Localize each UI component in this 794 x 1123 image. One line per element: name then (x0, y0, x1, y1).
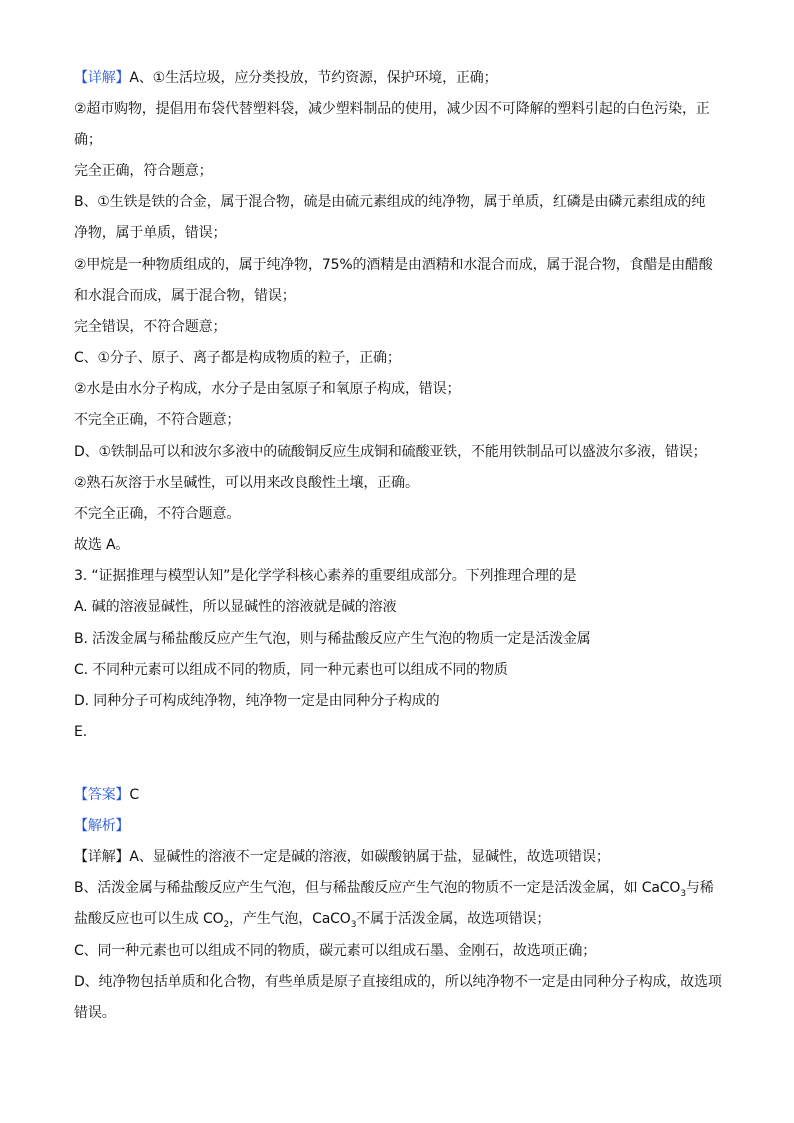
text-line: C、同一种元素也可以组成不同的物质，碳元素可以组成石墨、金刚石，故选项正确； (74, 943, 597, 959)
text-line: ②熟石灰溶于水呈碱性，可以用来改良酸性土壤，正确。 (74, 475, 419, 491)
text-line: 盐酸反应也可以生成 $CO_2$，产生气泡，CaCO$_3$不属于活泼金属，故选项错误； (74, 911, 551, 930)
text-line: ②甲烷是一种物质组成的，属于纯净物，75%的酒精是由酒精和水混合而成，属于混合物，食醋是由醋酸 (74, 257, 713, 273)
section-marker: 【详解】 (74, 70, 130, 86)
text-line: C、①分子、原子、离子都是构成物质的粒子，正确； (74, 350, 401, 366)
analysis-heading (74, 816, 724, 836)
option-e: E. (74, 724, 87, 740)
text-line: 故选 A。 (74, 537, 130, 553)
text-line: 错误。 (74, 1005, 116, 1021)
text-line: 确； (74, 132, 102, 148)
option-c: C. 不同种元素可以组成不同的物质，同一种元素也可以组成不同的物质 (74, 662, 508, 678)
text-line: 净物，属于单质，错误； (74, 225, 227, 241)
text-line: D、纯净物包括单质和化合物，有些单质是原子直接组成的，所以纯净物不一定是由同种分子构成，故选项 (74, 974, 722, 990)
detail-marker: 【详解】 (74, 849, 130, 865)
answer-line: 【答案】C (74, 787, 140, 803)
text-line: 【详解】A、显碱性的溶液不一定是碱的溶液，如碳酸钠属于盐，显碱性，故选项错误； (74, 849, 610, 865)
option-b: B. 活泼金属与稀盐酸反应产生气泡，则与稀盐酸反应产生气泡的物质一定是活泼金属 (74, 631, 591, 647)
text-line: B、①生铁是铁的合金，属于混合物，硫是由硫元素组成的纯净物，属于单质，红磷是由磷元素组成的纯 (74, 194, 706, 210)
option-a: A. 碱的溶液显碱性，所以显碱性的溶液就是碱的溶液 (74, 599, 397, 615)
text-line: B、活泼金属与稀盐酸反应产生气泡，但与稀盐酸反应产生气泡的物质不一定是活泼金属，如 CaCO$_3$与稀 (74, 880, 714, 899)
text-line: 和水混合而成，属于混合物，错误； (74, 288, 296, 304)
text-line: D、①铁制品可以和波尔多液中的硫酸铜反应生成铜和硫酸亚铁，不能用铁制品可以盛波尔多液，错误； (74, 444, 707, 460)
text-line: 不完全正确，不符合题意； (74, 412, 241, 428)
text-line: ②超市购物，提倡用布袋代替塑料袋，减少塑料制品的使用，减少因不可降解的塑料引起的白色污染，正 (74, 101, 710, 117)
option-d: D. 同种分子可构成纯净物，纯净物一定是由同种分子构成的 (74, 693, 440, 709)
text-line: 不完全正确，不符合题意。 (74, 506, 241, 522)
question-stem: 3. “证据推理与模型认知”是化学学科核心素养的重要组成部分。下列推理合理的是 (74, 568, 577, 584)
text-line: 【详解】A、①生活垃圾，应分类投放，节约资源，保护环境，正确； (74, 70, 498, 86)
answer-marker: 【答案】 (74, 787, 130, 803)
analysis-marker: 【解析】 (74, 818, 130, 834)
text-line: 完全正确，符合题意； (74, 163, 213, 179)
text-line: 完全错误，不符合题意； (74, 319, 227, 335)
text-line: ②水是由水分子构成，水分子是由氢原子和氧原子构成，错误； (74, 381, 461, 397)
